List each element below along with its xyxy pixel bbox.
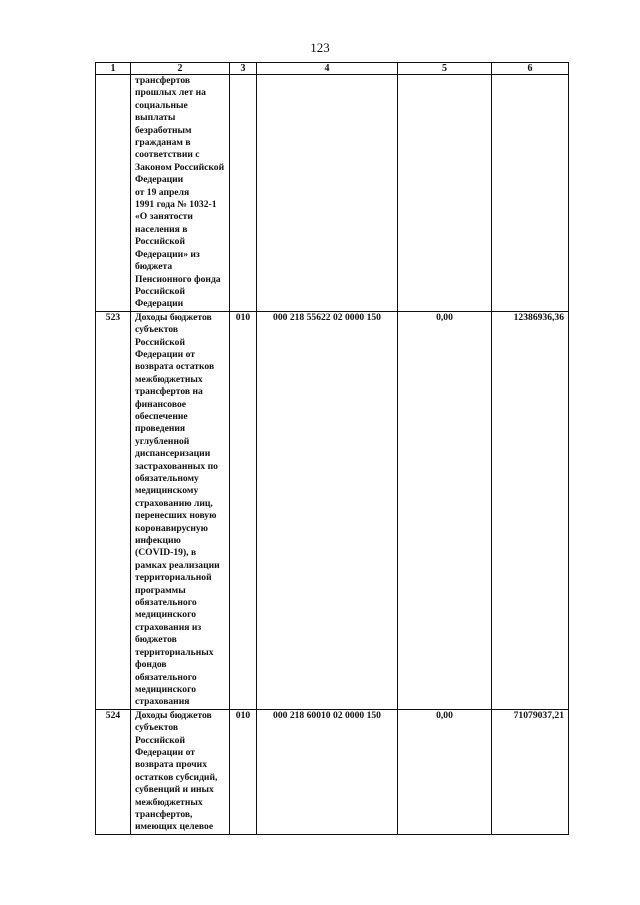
row-fact: 12386936,36 (492, 311, 569, 709)
table-row (96, 75, 569, 312)
budget-table (95, 62, 569, 835)
row-kbk: 000 218 60010 02 0000 150 (257, 709, 398, 834)
row-plan: 0,00 (398, 709, 492, 834)
row-description: трансфертов прошлых лет на социальные выплаты безработным гражданам в соответствии с Законом Российской Федерации от 19 апреля 1991 года № 1032-1 «О занятости населения в Российской Федерации» из бюджета Пенсионного фонда Российской Федерации (131, 75, 230, 312)
row-code: 010 (230, 311, 257, 709)
row-kbk (257, 75, 398, 312)
row-kbk: 000 218 55622 02 0000 150 (257, 311, 398, 709)
row-code: 010 (230, 709, 257, 834)
table-row (96, 311, 569, 709)
column-header-6: 6 (492, 63, 569, 75)
row-description: Доходы бюджетов субъектов Российской Федерации от возврата прочих остатков субсидий, субвенций и иных межбюджетных трансфертов, имеющих целевое (131, 709, 230, 834)
table-header (96, 63, 569, 75)
row-fact: 71079037,21 (492, 709, 569, 834)
row-fact (492, 75, 569, 312)
header-row (96, 63, 569, 75)
row-description: Доходы бюджетов субъектов Российской Федерации от возврата остатков межбюджетных трансфертов на финансовое обеспечение проведения углубленной диспансеризации застрахованных по обязательному медицинскому страхованию лиц, перенесших новую коронавирусную инфекцию (COVID-19), в рамках реализации территориальной программы обязательного медицинского страхования из бюджетов территориальных фондов обязательного медицинского страхования (131, 311, 230, 709)
column-header-3: 3 (230, 63, 257, 75)
column-header-1: 1 (96, 63, 131, 75)
table-row (96, 709, 569, 834)
page-number: 123 (310, 40, 330, 55)
row-number (96, 75, 131, 312)
row-plan (398, 75, 492, 312)
column-header-4: 4 (257, 63, 398, 75)
row-code (230, 75, 257, 312)
row-number: 524 (96, 709, 131, 834)
column-header-2: 2 (131, 63, 230, 75)
column-header-5: 5 (398, 63, 492, 75)
row-plan: 0,00 (398, 311, 492, 709)
row-number: 523 (96, 311, 131, 709)
